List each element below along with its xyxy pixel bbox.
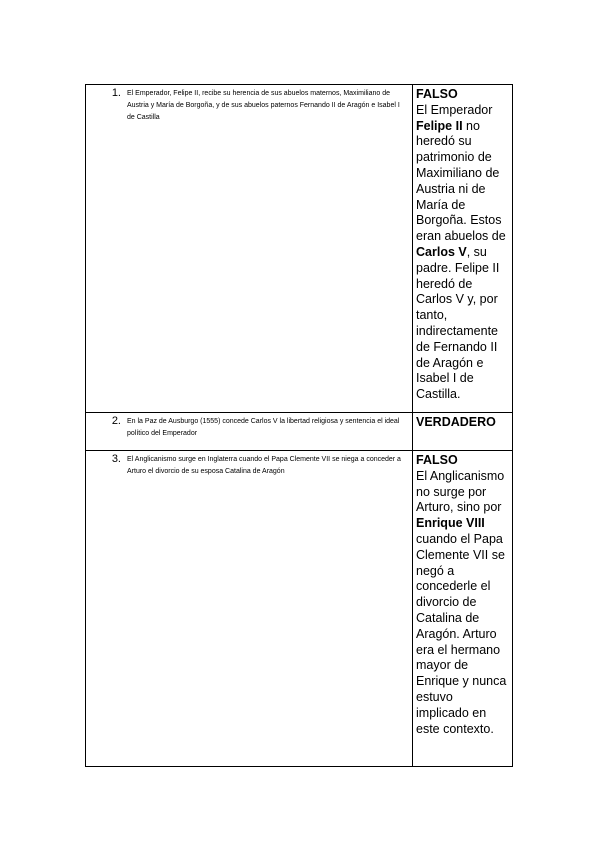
statement-cell xyxy=(86,451,413,767)
item-number: 2. xyxy=(111,415,121,427)
answer-cell xyxy=(413,451,513,767)
table-row xyxy=(86,413,513,451)
statement-cell xyxy=(86,413,413,451)
statement-text: El Anglicanismo surge en Inglaterra cuando el Papa Clemente VII se niega a conceder a Arturo el divorcio de su esposa Catalina de Aragón xyxy=(127,456,401,475)
verdict-label: FALSO xyxy=(416,453,458,467)
statement-text: En la Paz de Ausburgo (1555) concede Carlos V la libertad religiosa y sentencia el ideal político del Emperador xyxy=(127,418,400,437)
verdict-label: FALSO xyxy=(416,87,458,101)
true-false-table xyxy=(85,84,513,767)
table-row xyxy=(86,85,513,413)
answer-cell xyxy=(413,85,513,413)
statement-cell xyxy=(86,85,413,413)
statement-text: El Emperador, Felipe II, recibe su herencia de sus abuelos maternos, Maximiliano de Austria y María de Borgoña, y de sus abuelos paternos Fernando II de Aragón e Isabel I de Castilla xyxy=(127,90,400,121)
item-number: 1. xyxy=(111,87,121,99)
item-number: 3. xyxy=(111,453,121,465)
explanation-text: El Anglicanismo no surge por Arturo, sino por Enrique VIII cuando el Papa Clemente VII se negó a concederle el divorcio de Catalina de Aragón. Arturo era el hermano mayor de Enrique y nunca estuvo implicado en este contexto. xyxy=(416,468,507,736)
answer-cell xyxy=(413,413,513,451)
table-row xyxy=(86,451,513,767)
explanation-text: El Emperador Felipe II no heredó su patrimonio de Maximiliano de Austria ni de María de Borgoña. Estos eran abuelos de Carlos V, su padre. Felipe II heredó de Carlos V y, por tanto, indirectamente de Fernando II de Aragón e Isabel I de Castilla. xyxy=(416,102,506,402)
verdict-label: VERDADERO xyxy=(416,415,496,429)
